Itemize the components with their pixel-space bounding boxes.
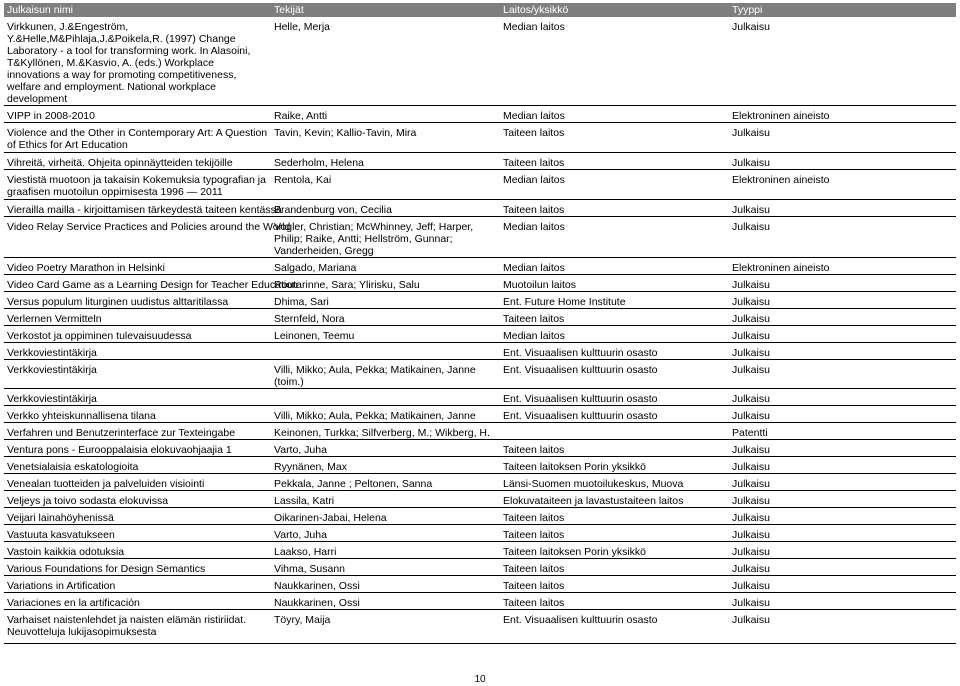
publication-type: Julkaisu [729, 292, 956, 309]
table-row [4, 17, 956, 106]
publication-authors [271, 389, 500, 406]
header-authors: Tekijät [271, 3, 500, 17]
publication-authors: Varto, Juha [271, 440, 500, 457]
publication-title: Veijari lainahöyhenissä [4, 508, 271, 525]
publication-title: Varhaiset naistenlehdet ja naisten elämän ristiriidat. Neuvotteluja lukijasopimuksesta [4, 610, 271, 644]
publication-title: Verkkoviestintäkirja [4, 360, 271, 389]
publication-authors: Dhima, Sari [271, 292, 500, 309]
publication-title: Ventura pons - Eurooppalaisia elokuvaohjaajia 1 [4, 440, 271, 457]
publication-type: Julkaisu [729, 508, 956, 525]
table-row [4, 153, 956, 170]
publication-unit: Länsi-Suomen muotoilukeskus, Muova [500, 474, 729, 491]
table-row [4, 593, 956, 610]
publication-title: Violence and the Other in Contemporary Art: A Question of Ethics for Art Education [4, 123, 271, 153]
publication-unit: Ent. Visuaalisen kulttuurin osasto [500, 343, 729, 360]
publication-unit: Median laitos [500, 17, 729, 106]
publication-type: Julkaisu [729, 123, 956, 153]
publication-unit: Elokuvataiteen ja lavastustaiteen laitos [500, 491, 729, 508]
table-row [4, 200, 956, 217]
publication-unit: Taiteen laitoksen Porin yksikkö [500, 457, 729, 474]
publication-authors: Lassila, Katri [271, 491, 500, 508]
publication-title: Verkkoviestintäkirja [4, 343, 271, 360]
publication-authors: Varto, Juha [271, 525, 500, 542]
publication-authors: Brandenburg von, Cecilia [271, 200, 500, 217]
publication-authors: Rentola, Kai [271, 170, 500, 200]
publication-unit: Taiteen laitos [500, 559, 729, 576]
publication-unit: Ent. Visuaalisen kulttuurin osasto [500, 389, 729, 406]
publication-title: VIPP in 2008-2010 [4, 106, 271, 123]
publication-type: Julkaisu [729, 200, 956, 217]
table-row [4, 258, 956, 275]
publication-title: Video Poetry Marathon in Helsinki [4, 258, 271, 275]
publication-unit: Taiteen laitos [500, 309, 729, 326]
table-body [4, 17, 956, 644]
publication-authors: Vogler, Christian; McWhinney, Jeff; Harper, Philip; Raike, Antti; Hellström, Gunnar; Vanderheiden, Gregg [271, 217, 500, 258]
publication-title: Vastoin kaikkia odotuksia [4, 542, 271, 559]
publication-type: Julkaisu [729, 525, 956, 542]
publication-type: Julkaisu [729, 576, 956, 593]
publication-authors: Routarinne, Sara; Ylirisku, Salu [271, 275, 500, 292]
publication-type: Elektroninen aineisto [729, 170, 956, 200]
publication-type: Elektroninen aineisto [729, 106, 956, 123]
publication-unit: Ent. Visuaalisen kulttuurin osasto [500, 360, 729, 389]
table-row [4, 508, 956, 525]
publication-title: Video Card Game as a Learning Design for Teacher Education [4, 275, 271, 292]
publication-unit: Taiteen laitoksen Porin yksikkö [500, 542, 729, 559]
table-row [4, 542, 956, 559]
publication-unit: Median laitos [500, 170, 729, 200]
publication-unit: Median laitos [500, 258, 729, 275]
publication-title: Venealan tuotteiden ja palveluiden visiointi [4, 474, 271, 491]
publication-unit: Ent. Future Home Institute [500, 292, 729, 309]
table-row [4, 389, 956, 406]
publication-title: Verkkoviestintäkirja [4, 389, 271, 406]
table-row [4, 423, 956, 440]
publication-authors: Vihma, Susann [271, 559, 500, 576]
publication-unit: Taiteen laitos [500, 508, 729, 525]
table-row [4, 440, 956, 457]
table-header-row [4, 3, 956, 17]
publication-authors: Sternfeld, Nora [271, 309, 500, 326]
table-row [4, 525, 956, 542]
publication-type: Patentti [729, 423, 956, 440]
publication-title: Veljeys ja toivo sodasta elokuvissa [4, 491, 271, 508]
table-row [4, 559, 956, 576]
publication-unit: Taiteen laitos [500, 576, 729, 593]
publication-type: Julkaisu [729, 343, 956, 360]
table-row [4, 217, 956, 258]
publication-title: Virkkunen, J.&Engeström, Y.&Helle,M&Pihlaja,J.&Poikela,R. (1997) Change Laboratory - a tool for transforming work. In Alasoini, T&Kyllönen, M.&Kasvio, A. (eds.) Workplace innovations a way for promoting competitiveness, welfare and employment. National workplace development [4, 17, 271, 106]
header-title: Julkaisun nimi [4, 3, 271, 17]
table-row [4, 123, 956, 153]
publication-unit: Taiteen laitos [500, 440, 729, 457]
publication-title: Verkostot ja oppiminen tulevaisuudessa [4, 326, 271, 343]
publication-authors: Naukkarinen, Ossi [271, 593, 500, 610]
table-row [4, 309, 956, 326]
publication-title: Verlernen Vermitteln [4, 309, 271, 326]
publication-type: Julkaisu [729, 217, 956, 258]
publication-unit: Taiteen laitos [500, 593, 729, 610]
table-row [4, 491, 956, 508]
table-row [4, 576, 956, 593]
publication-authors: Laakso, Harri [271, 542, 500, 559]
publication-authors: Keinonen, Turkka; Silfverberg, M.; Wikberg, H. [271, 423, 500, 440]
publication-title: Verkko yhteiskunnallisena tilana [4, 406, 271, 423]
publication-title: Verfahren und Benutzerinterface zur Texteingabe [4, 423, 271, 440]
publication-authors: Salgado, Mariana [271, 258, 500, 275]
publication-authors: Sederholm, Helena [271, 153, 500, 170]
publication-unit: Taiteen laitos [500, 200, 729, 217]
publication-title: Video Relay Service Practices and Policies around the World [4, 217, 271, 258]
publication-table [4, 3, 956, 644]
publication-type: Julkaisu [729, 491, 956, 508]
publication-title: Variations in Artification [4, 576, 271, 593]
publication-type: Julkaisu [729, 326, 956, 343]
publication-unit: Muotoilun laitos [500, 275, 729, 292]
header-unit: Laitos/yksikkö [500, 3, 729, 17]
publication-type: Julkaisu [729, 474, 956, 491]
table-row [4, 474, 956, 491]
publication-authors: Ryynänen, Max [271, 457, 500, 474]
publication-type: Julkaisu [729, 593, 956, 610]
publication-unit: Ent. Visuaalisen kulttuurin osasto [500, 406, 729, 423]
publication-authors: Tavin, Kevin; Kallio-Tavin, Mira [271, 123, 500, 153]
publication-type: Julkaisu [729, 389, 956, 406]
publication-type: Julkaisu [729, 17, 956, 106]
table-row [4, 326, 956, 343]
publication-unit: Taiteen laitos [500, 525, 729, 542]
publication-unit [500, 423, 729, 440]
publication-title: Viestistä muotoon ja takaisin Kokemuksia typografian ja graafisen muotoilun oppimisesta 1996 — 2011 [4, 170, 271, 200]
publication-authors: Raike, Antti [271, 106, 500, 123]
publication-title: Venetsialaisia eskatologioita [4, 457, 271, 474]
publication-table-page [4, 3, 956, 644]
publication-authors: Pekkala, Janne ; Peltonen, Sanna [271, 474, 500, 491]
table-row [4, 610, 956, 644]
publication-type: Julkaisu [729, 153, 956, 170]
table-row [4, 406, 956, 423]
publication-type: Julkaisu [729, 406, 956, 423]
publication-title: Versus populum liturginen uudistus alttaritilassa [4, 292, 271, 309]
publication-title: Vihreitä, virheitä. Ohjeita opinnäytteiden tekijöille [4, 153, 271, 170]
publication-type: Julkaisu [729, 275, 956, 292]
table-row [4, 457, 956, 474]
publication-title: Various Foundations for Design Semantics [4, 559, 271, 576]
table-row [4, 275, 956, 292]
publication-unit: Median laitos [500, 106, 729, 123]
publication-authors: Villi, Mikko; Aula, Pekka; Matikainen, Janne [271, 406, 500, 423]
publication-type: Elektroninen aineisto [729, 258, 956, 275]
publication-type: Julkaisu [729, 440, 956, 457]
publication-authors: Leinonen, Teemu [271, 326, 500, 343]
publication-type: Julkaisu [729, 360, 956, 389]
publication-type: Julkaisu [729, 559, 956, 576]
publication-authors: Naukkarinen, Ossi [271, 576, 500, 593]
table-row [4, 292, 956, 309]
publication-unit: Taiteen laitos [500, 123, 729, 153]
publication-unit: Median laitos [500, 326, 729, 343]
page-number: 10 [474, 674, 486, 685]
publication-unit: Ent. Visuaalisen kulttuurin osasto [500, 610, 729, 644]
publication-authors: Töyry, Maija [271, 610, 500, 644]
publication-authors [271, 343, 500, 360]
publication-authors: Oikarinen-Jabai, Helena [271, 508, 500, 525]
publication-authors: Villi, Mikko; Aula, Pekka; Matikainen, Janne (toim.) [271, 360, 500, 389]
header-type: Tyyppi [729, 3, 956, 17]
publication-type: Julkaisu [729, 457, 956, 474]
publication-title: Vierailla mailla - kirjoittamisen tärkeydestä taiteen kentässä [4, 200, 271, 217]
table-row [4, 170, 956, 200]
table-row [4, 343, 956, 360]
publication-unit: Median laitos [500, 217, 729, 258]
publication-unit: Taiteen laitos [500, 153, 729, 170]
table-row [4, 106, 956, 123]
publication-authors: Helle, Merja [271, 17, 500, 106]
table-row [4, 360, 956, 389]
publication-type: Julkaisu [729, 309, 956, 326]
publication-type: Julkaisu [729, 542, 956, 559]
publication-title: Vastuuta kasvatukseen [4, 525, 271, 542]
publication-title: Variaciones en la artificación [4, 593, 271, 610]
publication-type: Julkaisu [729, 610, 956, 644]
